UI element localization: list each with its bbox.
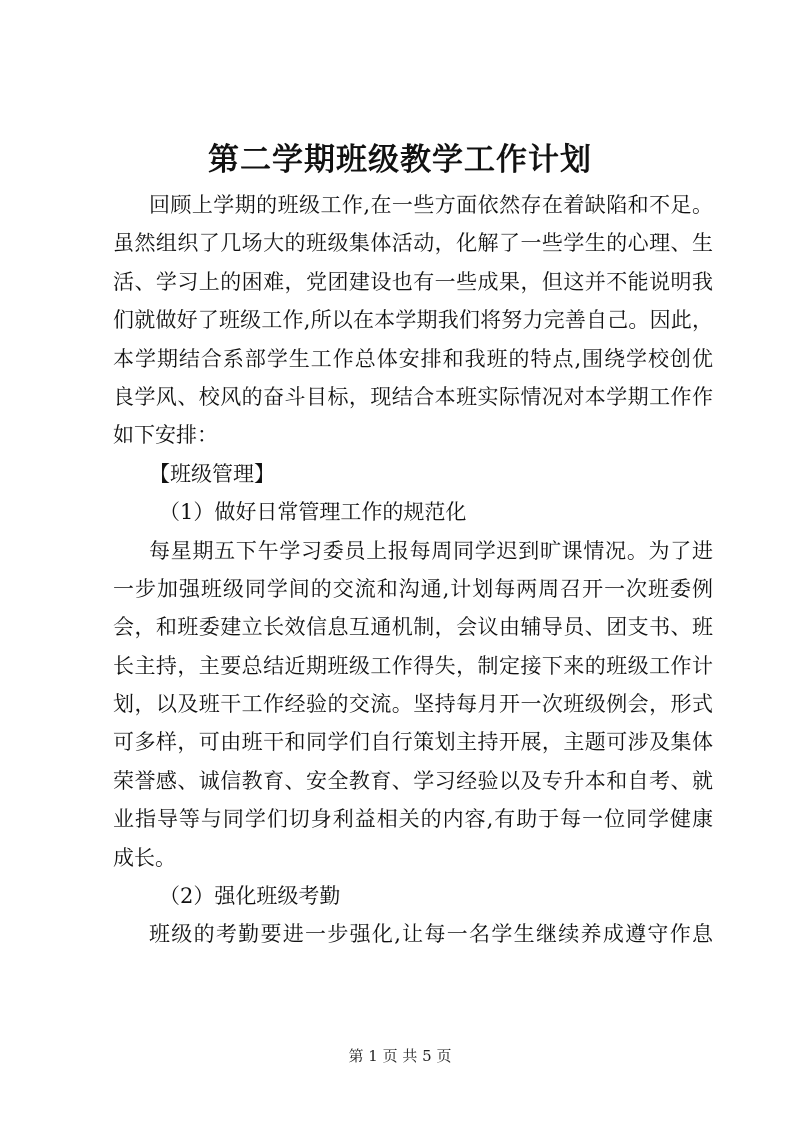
body-line: 长主持，主要总结近期班级工作得失，制定接下来的班级工作计 bbox=[113, 653, 713, 678]
subsection-heading: （1）做好日常管理工作的规范化 bbox=[159, 500, 467, 525]
body-line: 一步加强班级同学间的交流和沟通,计划每两周召开一次班委例 bbox=[113, 576, 713, 601]
section-heading: 【班级管理】 bbox=[149, 461, 275, 486]
body-line: 班级的考勤要进一步强化,让每一名学生继续养成遵守作息 bbox=[149, 922, 713, 947]
body-line: 会，和班委建立长效信息互通机制，会议由辅导员、团支书、班 bbox=[113, 615, 713, 640]
body-line: 成长。 bbox=[113, 845, 176, 870]
body-line: 荣誉感、诚信教育、安全教育、学习经验以及专升本和自考、就 bbox=[113, 768, 713, 793]
page-number-footer: 第 1 页 共 5 页 bbox=[348, 1047, 452, 1065]
body-line: 虽然组织了几场大的班级集体活动，化解了一些学生的心理、生 bbox=[113, 231, 713, 256]
document-title: 第二学期班级教学工作计划 bbox=[208, 142, 592, 178]
document-body bbox=[113, 186, 713, 954]
body-line: 可多样，可由班干和同学们自行策划主持开展，主题可涉及集体 bbox=[113, 730, 713, 755]
body-line: 良学风、校风的奋斗目标，现结合本班实际情况对本学期工作作 bbox=[113, 384, 713, 409]
body-line: 回顾上学期的班级工作,在一些方面依然存在着缺陷和不足。 bbox=[149, 193, 713, 217]
body-line: 们就做好了班级工作,所以在本学期我们将努力完善自己。因此， bbox=[113, 308, 713, 333]
body-line: 业指导等与同学们切身利益相关的内容,有助于每一位同学健康 bbox=[113, 807, 713, 832]
subsection-heading: （2）强化班级考勤 bbox=[159, 884, 341, 909]
body-line: 划，以及班干工作经验的交流。坚持每月开一次班级例会，形式 bbox=[113, 692, 713, 717]
body-line: 本学期结合系部学生工作总体安排和我班的特点,围绕学校创优 bbox=[113, 346, 713, 371]
body-line: 如下安排： bbox=[113, 423, 218, 448]
body-line: 活、学习上的困难，党团建设也有一些成果，但这并不能说明我 bbox=[113, 269, 713, 294]
body-line: 每星期五下午学习委员上报每周同学迟到旷课情况。为了进 bbox=[149, 538, 713, 563]
